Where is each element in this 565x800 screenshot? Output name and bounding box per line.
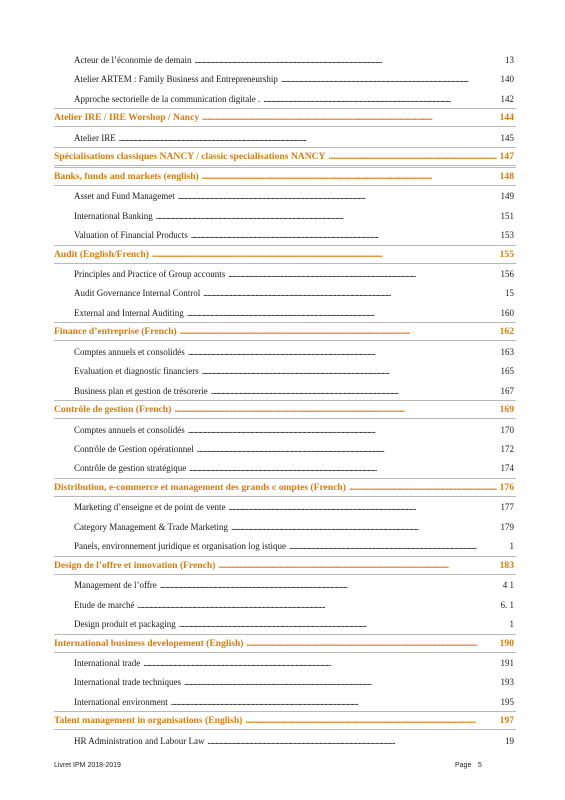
toc-item[interactable] — [74, 228, 514, 242]
section-divider — [54, 167, 516, 168]
toc-entry-title: International environment — [74, 697, 168, 707]
toc-entry-title: Approche sectorielle de la communication digitale . — [74, 94, 261, 104]
toc-entry-page: 197 — [499, 715, 514, 726]
toc-item[interactable] — [74, 578, 514, 592]
toc-entry-title: Valuation of Financial Products — [74, 230, 188, 240]
dot-leader — [178, 189, 498, 203]
dot-leader — [180, 325, 497, 339]
toc-entry-title: Asset and Fund Managemet — [74, 191, 175, 201]
section-divider — [54, 711, 516, 712]
section-divider — [54, 574, 516, 575]
toc-entry-page: 147 — [499, 151, 514, 162]
dot-leader — [156, 209, 498, 223]
section-divider — [54, 322, 516, 323]
toc-entry-page: 165 — [500, 366, 514, 376]
toc-entry-page: 162 — [499, 326, 514, 337]
dot-leader — [202, 364, 498, 378]
section-divider — [54, 165, 516, 166]
toc-item[interactable] — [74, 520, 514, 534]
toc-entry-page: 6. 1 — [500, 600, 514, 610]
toc-entry-title: International business developement (English) — [54, 638, 244, 649]
toc-entry-title: Acteur de l’économie de demain — [74, 55, 192, 65]
toc-entry-title: Banks, funds and markets (english) — [54, 171, 199, 182]
toc-entry-page: 163 — [500, 347, 514, 357]
toc-entry-title: HR Administration and Labour Law — [74, 736, 205, 746]
dot-leader — [218, 559, 496, 573]
toc-entry-page: 169 — [499, 404, 514, 415]
toc-entry-page: 1 — [509, 541, 514, 551]
toc-entry-title: Atelier IRE / IRE Worshop / Nancy — [54, 112, 200, 123]
toc-entry-title: Marketing d’enseigne et de point de vente — [74, 502, 226, 512]
dot-leader — [263, 92, 497, 106]
dot-leader — [328, 150, 496, 164]
dot-leader — [191, 228, 498, 242]
toc-entry-page: 4 1 — [502, 580, 514, 590]
dot-leader — [203, 286, 502, 300]
toc-item[interactable] — [74, 92, 514, 106]
toc-entry-page: 148 — [499, 171, 514, 182]
dot-leader — [152, 248, 497, 262]
dot-leader — [174, 403, 496, 417]
dot-leader — [211, 384, 498, 398]
toc-item[interactable] — [74, 734, 514, 748]
toc-item[interactable] — [74, 209, 514, 223]
toc-entry-title: Atelier IRE — [74, 133, 116, 143]
toc-entry-title: Comptes annuels et consolidés — [74, 347, 185, 357]
toc-entry-title: Business plan et gestion de trésorerie — [74, 386, 208, 396]
dot-leader — [228, 267, 497, 281]
toc-item[interactable] — [74, 500, 514, 514]
dot-leader — [202, 170, 497, 184]
toc-item[interactable] — [74, 442, 514, 456]
toc-item[interactable] — [74, 345, 514, 359]
toc-entry-title: Finance d’entreprise (French) — [54, 326, 177, 337]
toc-entry-title: Comptes annuels et consolidés — [74, 425, 185, 435]
toc-entry-title: International trade — [74, 658, 141, 668]
toc-entry-page: 149 — [500, 191, 514, 201]
dot-leader — [245, 714, 496, 728]
dot-leader — [207, 734, 502, 748]
dot-leader — [119, 131, 498, 145]
toc-entry-title: Talent management in organisations (English) — [54, 715, 243, 726]
toc-item[interactable] — [74, 189, 514, 203]
toc-item[interactable] — [74, 539, 514, 553]
toc-entry-page: 172 — [500, 444, 514, 454]
toc-item[interactable] — [74, 53, 514, 67]
toc-item[interactable] — [74, 286, 514, 300]
dot-leader — [247, 637, 497, 651]
toc-entry-page: 193 — [500, 677, 514, 687]
dot-leader — [189, 461, 497, 475]
dot-leader — [188, 423, 498, 437]
section-divider — [54, 126, 516, 127]
toc-entry-page: 170 — [500, 425, 514, 435]
toc-entry-title: Distribution, e-commerce et management des grands c omptes (French) — [54, 482, 346, 493]
section-divider — [54, 400, 516, 401]
toc-entry-title: International trade techniques — [74, 677, 181, 687]
footer-page-number: 5 — [478, 762, 482, 769]
footer-page-label: Page — [455, 762, 472, 769]
toc-item[interactable] — [74, 72, 514, 86]
toc-entry-title: Contrôle de gestion (French) — [54, 404, 172, 415]
toc-entry-page: 160 — [500, 308, 514, 318]
toc-entry-title: External and Internal Auditing — [74, 308, 184, 318]
dot-leader — [188, 345, 498, 359]
dot-leader — [171, 695, 498, 709]
section-divider — [54, 185, 516, 186]
toc-entry-page: 19 — [505, 736, 514, 746]
toc-entry-page: 179 — [500, 522, 514, 532]
dot-leader — [143, 656, 497, 670]
dot-leader — [228, 500, 497, 514]
toc-item[interactable] — [74, 656, 514, 670]
dot-leader — [231, 520, 498, 534]
toc-entry-page: 195 — [500, 697, 514, 707]
toc-item[interactable] — [74, 131, 514, 145]
section-divider — [54, 478, 516, 479]
toc-entry-page: 1 — [509, 619, 514, 629]
toc-entry-page: 177 — [500, 502, 514, 512]
dot-leader — [289, 539, 506, 553]
toc-entry-title: Audit Governance Internal Control — [74, 288, 201, 298]
toc-entry-title: Etude de marché — [74, 600, 135, 610]
toc-section-heading[interactable] — [54, 559, 514, 573]
dot-leader — [349, 481, 497, 495]
toc-item[interactable] — [74, 598, 514, 612]
toc-entry-page: 144 — [499, 112, 514, 123]
toc-entry-page: 145 — [500, 133, 514, 143]
toc-entry-title: International Banking — [74, 211, 153, 221]
toc-entry-page: 155 — [499, 249, 514, 260]
toc-section-heading[interactable] — [54, 637, 514, 651]
footer-document-label: Livret IPM 2018-2019 — [54, 762, 121, 769]
dot-leader — [184, 675, 498, 689]
dot-leader — [194, 53, 502, 67]
dot-leader — [179, 617, 507, 631]
toc-section-heading[interactable] — [54, 325, 514, 339]
toc-entry-page: 191 — [500, 658, 514, 668]
toc-section-heading[interactable] — [54, 403, 514, 417]
dot-leader — [202, 111, 496, 125]
toc-entry-page: 140 — [500, 74, 514, 84]
toc-entry-title: Contrôle de Gestion opérationnel — [74, 444, 194, 454]
toc-item[interactable] — [74, 306, 514, 320]
toc-entry-title: Contrôle de gestion stratégique — [74, 463, 187, 473]
section-divider — [54, 556, 516, 557]
toc-entry-page: 153 — [500, 230, 514, 240]
dot-leader — [197, 442, 498, 456]
toc-section-heading[interactable] — [54, 481, 514, 495]
section-divider — [54, 496, 516, 497]
toc-entry-page: 142 — [500, 94, 514, 104]
toc-entry-page: 13 — [505, 55, 514, 65]
toc-entry-page: 15 — [505, 288, 514, 298]
section-divider — [54, 340, 516, 341]
section-divider — [54, 245, 516, 246]
toc-entry-title: Evaluation et diagnostic financiers — [74, 366, 199, 376]
toc-entry-title: Audit (English/French) — [54, 249, 149, 260]
toc-item[interactable] — [74, 675, 514, 689]
section-divider — [54, 263, 516, 264]
toc-item[interactable] — [74, 695, 514, 709]
toc-item[interactable] — [74, 384, 514, 398]
section-divider — [54, 634, 516, 635]
toc-item[interactable] — [74, 364, 514, 378]
toc-entry-title: Management de l’offre — [74, 580, 157, 590]
dot-leader — [281, 72, 498, 86]
toc-item[interactable] — [74, 617, 514, 631]
toc-entry-page: 190 — [499, 638, 514, 649]
toc-entry-title: Design produit et packaging — [74, 619, 176, 629]
toc-section-heading[interactable] — [54, 150, 514, 164]
toc-entry-title: Panels, environnement juridique et organisation log istique — [74, 541, 287, 551]
toc-entry-title: Atelier ARTEM : Family Business and Entrepreneurship — [74, 74, 278, 84]
toc-section-heading[interactable] — [54, 111, 514, 125]
toc-section-heading[interactable] — [54, 170, 514, 184]
toc-item[interactable] — [74, 423, 514, 437]
toc-item[interactable] — [74, 267, 514, 281]
dot-leader — [137, 598, 497, 612]
toc-entry-page: 174 — [500, 463, 514, 473]
section-divider — [54, 652, 516, 653]
toc-entry-page: 183 — [499, 560, 514, 571]
dot-leader — [160, 578, 500, 592]
toc-entry-page: 151 — [500, 211, 514, 221]
toc-entry-page: 167 — [500, 386, 514, 396]
section-divider — [54, 108, 516, 109]
toc-entry-title: Design de l’offre et innovation (French) — [54, 560, 216, 571]
section-divider — [54, 729, 516, 730]
toc-entry-title: Spécialisations classiques NANCY / classic specialisations NANCY — [54, 151, 326, 162]
toc-item[interactable] — [74, 461, 514, 475]
toc-entry-title: Principles and Practice of Group accounts — [74, 269, 226, 279]
toc-entry-title: Category Management & Trade Marketing — [74, 522, 228, 532]
toc-entry-page: 176 — [499, 482, 514, 493]
toc-section-heading[interactable] — [54, 714, 514, 728]
dot-leader — [187, 306, 498, 320]
toc-entry-page: 156 — [500, 269, 514, 279]
toc-section-heading[interactable] — [54, 248, 514, 262]
section-divider — [54, 147, 516, 148]
section-divider — [54, 418, 516, 419]
